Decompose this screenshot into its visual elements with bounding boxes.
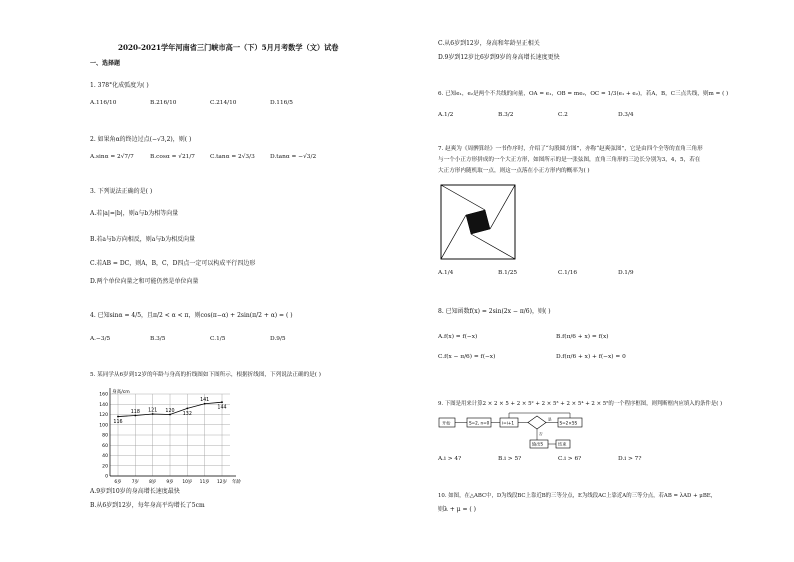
q3-option-c: C.若AB = DC，则A，B，C，D四点一定可以构成平行四边形 — [90, 260, 256, 267]
q6-option-d: D.3/4 — [618, 112, 634, 118]
flow-start-label: 开始 — [442, 420, 451, 426]
exam-title: 2020-2021学年河南省三门峡市高一（下）5月月考数学（文）试卷 — [118, 43, 339, 52]
q5-option-d: D.9岁到12岁比6岁到9岁的身高增长速度更快 — [438, 54, 560, 61]
q2-option-a: A.sinα = 2√7/7 — [90, 154, 134, 160]
flow-init-label: S=2, n=0 — [469, 420, 490, 426]
q10-line-1: 10. 如图，在△ABC中，D为线段BC上靠近B的三等分点，E为线段AC上靠近A的三等分点，若AB = λAD + μBE， — [438, 493, 717, 499]
q7-line-3: 大正方形内随机取一点，则这一点落在小正方形内的概率为( ) — [438, 168, 590, 174]
q7-line-2: 与一个小正方形拼成的一个大正方形，如图所示的是一张弦图，直角三角形的三边长分别为3，4，5，若在 — [438, 157, 701, 163]
q1-option-d: D.116/5 — [270, 100, 293, 106]
q8-option-b: B.f(π/6 + x) = f(x) — [556, 334, 609, 340]
data-label: 120 — [165, 409, 175, 414]
q2-option-c: C.tanα = 2√3/3 — [210, 154, 255, 160]
q4-option-b: B.3/5 — [150, 336, 166, 342]
y-tick-label: 140 — [99, 402, 108, 408]
q1-option-a: A.116/10 — [90, 100, 117, 106]
y-tick-label: 20 — [102, 464, 108, 470]
q4-option-a: A.−3/5 — [90, 336, 111, 342]
data-label: 141 — [200, 398, 210, 404]
q3-stem: 3. 下列说法正确的是( ) — [90, 188, 153, 195]
flowchart — [438, 412, 598, 452]
q6-option-b: B.3/2 — [498, 112, 514, 118]
y-tick-label: 40 — [102, 454, 108, 460]
q1-option-b: B.216/10 — [150, 100, 177, 106]
y-tick-label: 60 — [102, 443, 108, 449]
q8-option-d: D.f(π/6 + x) + f(−x) = 0 — [556, 354, 626, 360]
q4-option-c: C.1/5 — [210, 336, 226, 342]
q7-line-1: 7. 赵爽为《周髀算经》一书作序时，介绍了“勾股圆方图”，亦称“赵爽弦图”，它是由四个全等的直角三角形 — [438, 146, 703, 152]
flow-multiply-label: S=2×5S — [559, 420, 578, 426]
q3-option-a: A.若|a|=|b|，则a与b为相等向量 — [90, 210, 179, 217]
data-label: 144 — [217, 405, 227, 411]
q8-option-c: C.f(x − π/6) = f(−x) — [438, 354, 496, 360]
q5-option-a: A.9岁到10岁的身高增长速度最快 — [90, 488, 180, 495]
q1-stem: 1. 378°化成弧度为( ) — [90, 82, 149, 89]
q2-stem: 2. 如果角α的终边过点(−√3,2)，则( ) — [90, 136, 192, 143]
data-label: 116 — [113, 420, 123, 426]
flow-no-label: 否 — [539, 432, 543, 436]
q5-option-c: C.从6岁到12岁，身高和年龄呈正相关 — [438, 40, 540, 47]
q3-option-b: B.若a与b方向相反，则a与b为相反向量 — [90, 236, 196, 243]
data-label: 132 — [182, 411, 192, 417]
height-line-chart — [88, 380, 248, 486]
flow-yes-label: 是 — [548, 417, 552, 422]
flow-output-label: 输出S — [532, 441, 544, 447]
x-tick-label: 12岁 — [217, 480, 227, 485]
q5-stem: 5. 某同学从6岁到12岁的年龄与身高的折线图如下图所示，根据折线图，下列说法正确的是( ) — [90, 372, 321, 378]
y-axis-label: 身高/cm — [112, 390, 130, 395]
x-tick-label: 6岁 — [114, 480, 122, 485]
q9-option-d: D.i > 7? — [618, 456, 642, 462]
y-tick-label: 160 — [99, 392, 108, 398]
q1-option-c: C.214/10 — [210, 100, 237, 106]
q7-option-b: B.1/25 — [498, 270, 518, 276]
section-heading: 一、选择题 — [90, 60, 121, 67]
q2-option-d: D.tanα = −√3/2 — [270, 154, 317, 160]
q4-stem: 4. 已知sinα = 4/5，且π/2 < α < π，则cos(π−α) + 2sin(π/2 + α) = ( ) — [90, 312, 293, 319]
q9-option-c: C.i > 6? — [558, 456, 582, 462]
q5-option-b: B.从6岁到12岁，每年身高平均增长了5cm — [90, 502, 205, 509]
x-tick-label: 7岁 — [131, 480, 139, 485]
data-label: 121 — [148, 408, 158, 414]
q8-stem: 8. 已知函数f(x) = 2sin(2x − π/6)，则( ) — [438, 308, 551, 315]
y-tick-label: 0 — [105, 474, 108, 480]
q6-stem: 6. 已知e₁，e₂是两个不共线的向量，OA = e₁，OB = me₂，OC = 1/3(e₁ + e₂)，若A，B，C三点共线，则m = ( ) — [438, 91, 729, 97]
q6-option-c: C.2 — [558, 112, 568, 118]
zhao-shuang-chord-diagram — [440, 184, 516, 260]
q3-option-d: D.两个单位向量之和可能仍然是单位向量 — [90, 278, 199, 285]
q8-option-a: A.f(x) = f(−x) — [438, 334, 478, 340]
q10-line-2: 则λ + μ = ( ) — [438, 506, 476, 513]
q7-option-a: A.1/4 — [438, 270, 454, 276]
flow-condition — [528, 416, 546, 429]
q4-option-d: D.9/5 — [270, 336, 286, 342]
q7-option-c: C.1/16 — [558, 270, 578, 276]
y-tick-label: 80 — [102, 433, 108, 439]
q2-option-b: B.cosα = √21/7 — [150, 154, 195, 160]
data-label: 118 — [130, 410, 140, 416]
x-tick-label: 11岁 — [199, 480, 210, 485]
data-point — [117, 416, 119, 418]
y-tick-label: 120 — [99, 413, 108, 419]
y-tick-label: 100 — [99, 423, 108, 429]
x-tick-label: 10岁 — [182, 480, 193, 485]
x-axis-label: 年龄 — [232, 480, 241, 485]
q9-option-b: B.i > 5? — [498, 456, 522, 462]
data-point — [186, 407, 188, 409]
x-tick-label: 9岁 — [166, 480, 174, 485]
x-tick-label: 8岁 — [149, 480, 157, 485]
q9-option-a: A.i > 4? — [438, 456, 462, 462]
q6-option-a: A.1/2 — [438, 112, 454, 118]
data-point — [221, 401, 223, 403]
flow-increment-label: i=i+1 — [502, 420, 515, 426]
flow-end-label: 结束 — [558, 441, 567, 447]
q7-option-d: D.1/9 — [618, 270, 634, 276]
q9-stem: 9. 下图是用来计算2 × 2 × 5 + 2 × 5² + 2 × 5³ + 2 × 5⁴ + 2 × 5⁵的一个程序框图，则判断框内应填入的条件是( ) — [438, 401, 723, 407]
